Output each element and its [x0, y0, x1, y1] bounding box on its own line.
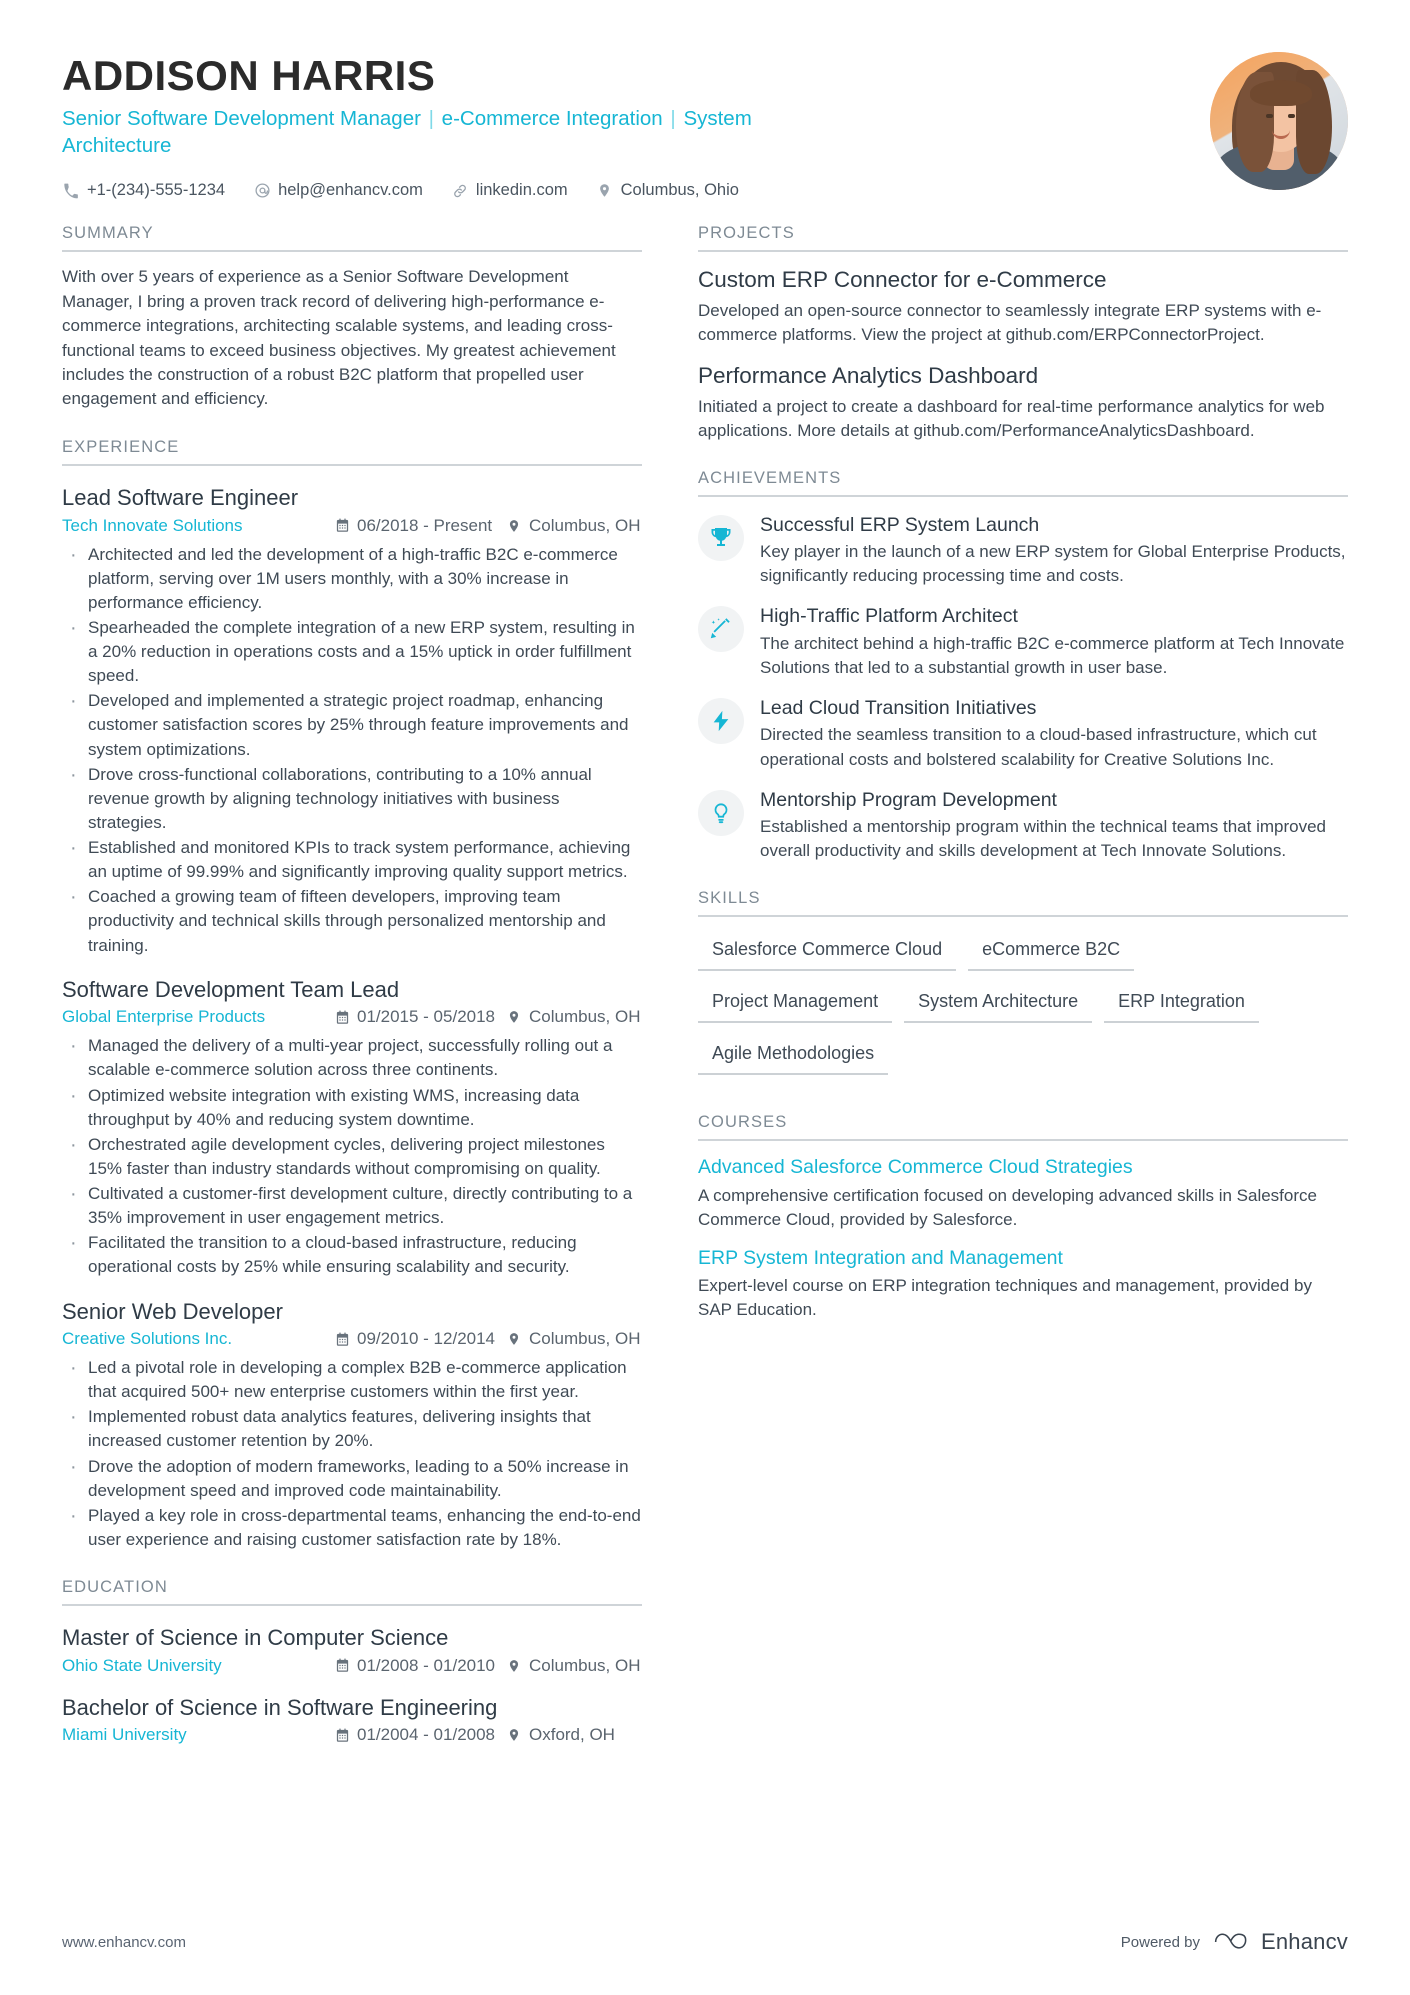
experience-meta	[62, 516, 642, 536]
contact-email-value: help@enhancv.com	[278, 181, 423, 200]
contact-row	[62, 181, 1180, 200]
lightbulb-icon	[698, 790, 744, 836]
achievement-title: High-Traffic Platform Architect	[760, 605, 1018, 628]
education-dates	[334, 1725, 506, 1745]
course-description: A comprehensive certification focused on developing advanced skills in Salesforce Commerce Cloud, provided by Salesforce.	[698, 1185, 1317, 1229]
contact-link-value: linkedin.com	[475, 181, 568, 200]
experience-bullets	[62, 1034, 642, 1279]
list-item: · Optimized website integration with existing WMS, increasing data throughput by 40% and reducing system downtime.	[62, 1084, 642, 1132]
project-description: Developed an open-source connector to seamlessly integrate ERP systems with e-commerce platforms. View the project at github.com/ERPConnectorProject.	[698, 301, 1322, 345]
section-title-summary: SUMMARY	[62, 224, 642, 252]
section-skills	[698, 889, 1348, 1087]
education-location	[506, 1725, 615, 1745]
list-item: · Played a key role in cross-departmental teams, enhancing the end-to-end user experience and raising customer satisfaction rate by 18%.	[62, 1504, 642, 1552]
location-icon	[506, 1009, 522, 1025]
education-degree: Master of Science in Computer Science	[62, 1625, 449, 1651]
education-dates	[334, 1656, 506, 1676]
powered-by-label: Powered by	[1120, 1933, 1200, 1951]
headline-part-2: e-Commerce Integration	[441, 107, 663, 131]
section-title-skills: SKILLS	[698, 889, 1348, 917]
education-entry	[62, 1624, 642, 1676]
achievement-item	[698, 788, 1348, 864]
experience-role: Software Development Team Lead	[62, 976, 400, 1002]
location-icon	[506, 518, 522, 534]
left-column	[62, 224, 662, 1749]
magic-wand-icon	[698, 606, 744, 652]
project-title: Performance Analytics Dashboard	[698, 362, 1039, 388]
list-item: · Drove cross-functional collaborations, contributing to a 10% annual revenue growth by aligning technology initiatives with business strategies.	[62, 763, 642, 835]
achievement-title: Lead Cloud Transition Initiatives	[760, 697, 1037, 720]
contact-location-value: Columbus, Ohio	[620, 181, 739, 200]
experience-role: Senior Web Developer	[62, 1298, 283, 1324]
course-title[interactable]: ERP System Integration and Management	[698, 1246, 1063, 1269]
calendar-icon	[334, 1658, 350, 1674]
course-title[interactable]: Advanced Salesforce Commerce Cloud Strategies	[698, 1156, 1133, 1179]
enhancv-mark-icon	[1212, 1929, 1252, 1955]
section-title-experience: EXPERIENCE	[62, 438, 642, 466]
section-education	[62, 1578, 642, 1745]
experience-location-value: Columbus, OH	[529, 515, 641, 535]
achievement-item	[698, 604, 1348, 680]
avatar	[1210, 52, 1348, 190]
achievement-item	[698, 696, 1348, 772]
experience-meta	[62, 1007, 642, 1027]
page-title: ADDISON HARRIS	[62, 52, 436, 99]
achievement-body	[760, 696, 1348, 772]
experience-location	[506, 1329, 640, 1349]
list-item: · Coached a growing team of fifteen developers, improving team productivity and technical skills through personalized mentorship and training.	[62, 885, 642, 957]
email-icon	[253, 182, 271, 200]
link-icon	[451, 182, 469, 200]
education-school[interactable]: Miami University	[62, 1725, 187, 1745]
experience-location	[506, 516, 640, 536]
skill-tag: Salesforce Commerce Cloud	[698, 931, 956, 971]
experience-location-value: Columbus, OH	[529, 1007, 641, 1027]
list-item: · Drove the adoption of modern frameworks, leading to a 50% increase in development speed and improved code maintainability.	[62, 1455, 642, 1503]
calendar-icon	[334, 518, 350, 534]
list-item: · Managed the delivery of a multi-year project, successfully rolling out a scalable e-commerce solution across three continents.	[62, 1034, 642, 1082]
section-title-projects: PROJECTS	[698, 224, 1348, 252]
course-item	[698, 1246, 1348, 1323]
education-degree: Bachelor of Science in Software Engineering	[62, 1694, 498, 1720]
list-item: · Spearheaded the complete integration of a new ERP system, resulting in a 20% reduction in operations costs and a 15% uptick in order fulfillment speed.	[62, 616, 642, 688]
list-item: · Developed and implemented a strategic project roadmap, enhancing customer satisfaction scores by 25% through feature improvements and system optimizations.	[62, 689, 642, 761]
contact-phone[interactable]	[62, 181, 225, 200]
enhancv-logo	[1212, 1929, 1348, 1955]
project-item	[698, 266, 1348, 347]
section-title-achievements: ACHIEVEMENTS	[698, 469, 1348, 497]
summary-text: With over 5 years of experience as a Senior Software Development Manager, I bring a proven track record of delivering high-performance e-commerce integrations, architecting scalable systems, and leading cross-functional teams to exceed business objectives. My greatest achievement includes the construction of a robust B2C platform that propelled user engagement and efficiency.	[62, 267, 616, 409]
list-item: · Cultivated a customer-first development culture, directly contributing to a 35% improvement in user engagement metrics.	[62, 1182, 642, 1230]
skill-tag: Agile Methodologies	[698, 1035, 888, 1075]
education-entry	[62, 1694, 642, 1746]
lightning-bolt-icon	[698, 698, 744, 744]
experience-location	[506, 1007, 640, 1027]
experience-dates-value: 09/2010 - 12/2014	[357, 1329, 496, 1349]
section-achievements	[698, 469, 1348, 863]
contact-link[interactable]	[451, 181, 568, 200]
project-title: Custom ERP Connector for e-Commerce	[698, 267, 1107, 293]
experience-company[interactable]: Global Enterprise Products	[62, 1007, 266, 1027]
location-icon	[506, 1727, 522, 1743]
enhancv-brand-name: Enhancv	[1260, 1929, 1348, 1954]
contact-email[interactable]	[253, 181, 423, 200]
achievement-title: Successful ERP System Launch	[760, 513, 1040, 536]
experience-bullets	[62, 543, 642, 958]
right-column	[698, 224, 1348, 1326]
achievement-item	[698, 513, 1348, 589]
education-location-value: Columbus, OH	[529, 1655, 641, 1675]
trophy-icon	[698, 515, 744, 561]
skill-tag: Project Management	[698, 983, 892, 1023]
experience-dates-value: 01/2015 - 05/2018	[357, 1007, 496, 1027]
experience-entry	[62, 1298, 642, 1553]
headline-separator: |	[422, 107, 440, 131]
project-description: Initiated a project to create a dashboard for real-time performance analytics for web applications. More details at github.com/PerformanceAnalyticsDashboard.	[698, 396, 1325, 440]
footer-site-url[interactable]: www.enhancv.com	[62, 1933, 186, 1951]
section-experience	[62, 438, 642, 1552]
page-footer	[62, 1929, 1348, 1955]
experience-dates-value: 06/2018 - Present	[357, 515, 493, 535]
experience-location-value: Columbus, OH	[529, 1329, 641, 1349]
professional-headline	[62, 105, 822, 159]
experience-entry	[62, 484, 642, 958]
skill-tag: System Architecture	[904, 983, 1092, 1023]
course-description: Expert-level course on ERP integration techniques and management, provided by SAP Education.	[698, 1276, 1312, 1320]
avatar-image	[1210, 52, 1348, 190]
list-item: · Established and monitored KPIs to track system performance, achieving an uptime of 99.99% and significantly improving quality support metrics.	[62, 836, 642, 884]
list-item: · Architected and led the development of a high-traffic B2C e-commerce platform, serving over 1M users monthly, with a 30% increase in performance efficiency.	[62, 543, 642, 615]
section-summary	[62, 224, 642, 412]
project-item	[698, 362, 1348, 443]
experience-dates	[334, 1329, 506, 1349]
education-dates-value: 01/2008 - 01/2010	[357, 1655, 496, 1675]
achievement-body	[760, 604, 1348, 680]
skill-tag: eCommerce B2C	[968, 931, 1134, 971]
experience-meta	[62, 1329, 642, 1349]
experience-company[interactable]: Creative Solutions Inc.	[62, 1329, 233, 1349]
section-projects	[698, 224, 1348, 443]
resume-header	[62, 52, 1348, 200]
education-meta	[62, 1725, 642, 1745]
achievement-title: Mentorship Program Development	[760, 788, 1057, 811]
list-item: · Led a pivotal role in developing a complex B2B e-commerce application that acquired 500+ new enterprise customers within the first year.	[62, 1356, 642, 1404]
calendar-icon	[334, 1009, 350, 1025]
section-title-education: EDUCATION	[62, 1578, 642, 1606]
course-item	[698, 1155, 1348, 1232]
achievement-description: Directed the seamless transition to a cloud-based infrastructure, which cut operational costs and bolstered scalability for Creative Solutions Inc.	[760, 725, 1317, 769]
education-dates-value: 01/2004 - 01/2008	[357, 1725, 496, 1745]
calendar-icon	[334, 1727, 350, 1743]
list-item: · Implemented robust data analytics features, delivering insights that increased customer retention by 20%.	[62, 1405, 642, 1453]
achievement-body	[760, 788, 1348, 864]
section-title-courses: COURSES	[698, 1113, 1348, 1141]
phone-icon	[62, 182, 80, 200]
list-item: · Orchestrated agile development cycles, delivering project milestones 15% faster than industry standards without compromising on quality.	[62, 1133, 642, 1181]
education-school[interactable]: Ohio State University	[62, 1655, 222, 1675]
education-location	[506, 1656, 640, 1676]
experience-dates	[334, 1007, 506, 1027]
experience-dates	[334, 516, 506, 536]
location-icon	[506, 1331, 522, 1347]
footer-branding	[1121, 1929, 1348, 1955]
experience-company[interactable]: Tech Innovate Solutions	[62, 515, 243, 535]
location-icon	[506, 1658, 522, 1674]
experience-entry	[62, 976, 642, 1280]
achievement-description: The architect behind a high-traffic B2C e-commerce platform at Tech Innovate Solutions that led to a substantial growth in user base.	[760, 633, 1345, 677]
resume-columns	[62, 224, 1348, 1749]
experience-role: Lead Software Engineer	[62, 484, 299, 510]
education-location-value: Oxford, OH	[529, 1725, 615, 1745]
skill-tag: ERP Integration	[1104, 983, 1259, 1023]
achievement-body	[760, 513, 1348, 589]
skills-list	[698, 931, 1348, 1087]
header-text-block	[62, 52, 1210, 200]
contact-location	[596, 181, 739, 200]
experience-bullets	[62, 1356, 642, 1552]
calendar-icon	[334, 1331, 350, 1347]
achievement-description: Established a mentorship program within the technical teams that improved overall productivity and skills development at Tech Innovate Solutions.	[760, 817, 1327, 861]
headline-separator: |	[664, 107, 682, 131]
headline-part-3: System Architecture	[62, 107, 752, 158]
list-item: · Facilitated the transition to a cloud-based infrastructure, reducing operational costs by 25% while ensuring scalability and security.	[62, 1231, 642, 1279]
section-courses	[698, 1113, 1348, 1322]
education-meta	[62, 1656, 642, 1676]
achievement-description: Key player in the launch of a new ERP system for Global Enterprise Products, significantly reducing processing time and costs.	[760, 542, 1346, 586]
headline-part-1: Senior Software Development Manager	[62, 107, 421, 131]
contact-phone-value: +1-(234)-555-1234	[87, 181, 226, 200]
location-icon	[596, 182, 614, 200]
